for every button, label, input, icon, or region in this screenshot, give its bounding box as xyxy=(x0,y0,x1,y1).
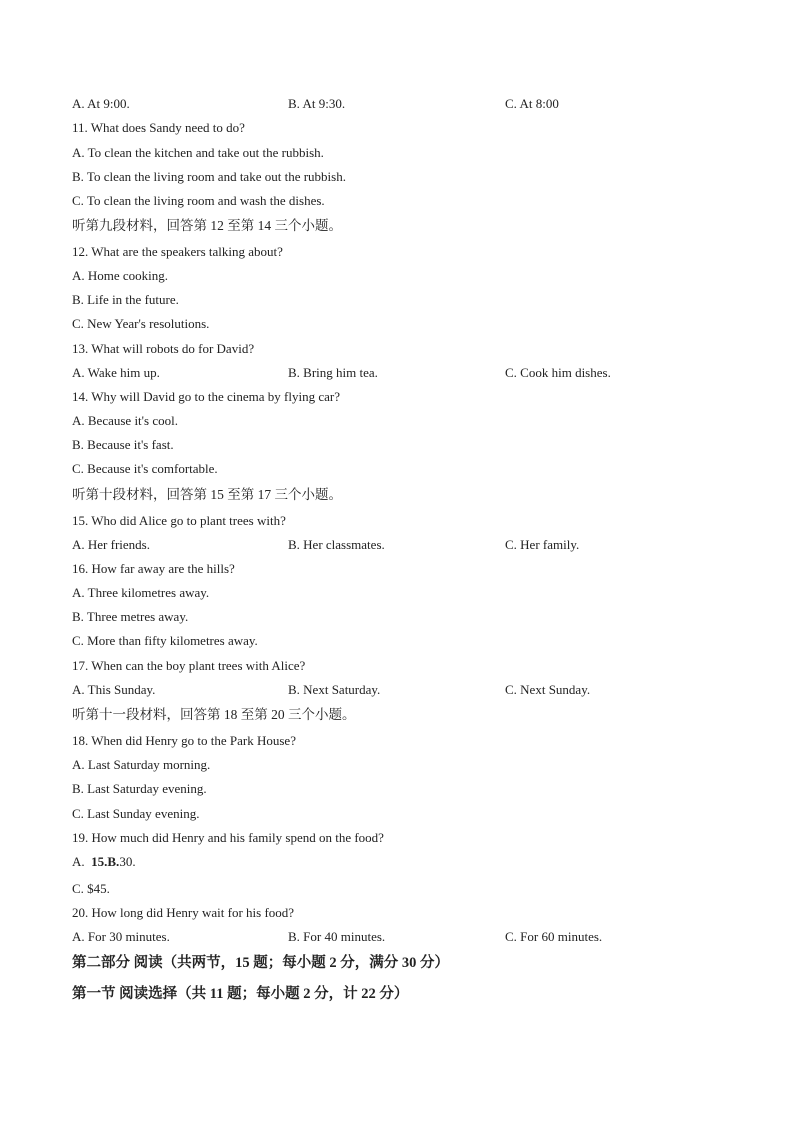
question-20: 20. How long did Henry wait for his food? xyxy=(72,905,295,920)
option-prefix: A. xyxy=(72,854,92,869)
question-12: 12. What are the speakers talking about? xyxy=(72,244,283,259)
option-b: B. Next Saturday. xyxy=(288,682,381,697)
option-b: B. Her classmates. xyxy=(288,537,385,552)
option-b-q11: B. To clean the living room and take out the rubbish. xyxy=(72,169,346,184)
listening-section-11-instruction: 听第十一段材料，回答第 18 至第 20 三个小题。 xyxy=(72,707,356,722)
option-c: C. At 8:00 xyxy=(505,96,559,111)
listening-section-9-instruction: 听第九段材料，回答第 12 至第 14 三个小题。 xyxy=(72,218,342,233)
listening-section-10-instruction: 听第十段材料，回答第 15 至第 17 三个小题。 xyxy=(72,487,342,502)
option-a-q16: A. Three kilometres away. xyxy=(72,585,210,600)
option-c: C. Her family. xyxy=(505,537,580,552)
option-a-q18: A. Last Saturday morning. xyxy=(72,757,211,772)
option-c-q12: C. New Year's resolutions. xyxy=(72,316,210,331)
question-17: 17. When can the boy plant trees with Alice? xyxy=(72,658,306,673)
option-b-q16: B. Three metres away. xyxy=(72,609,189,624)
option-c-q14: C. Because it's comfortable. xyxy=(72,461,218,476)
question-13: 13. What will robots do for David? xyxy=(72,341,255,356)
option-a-q11: A. To clean the kitchen and take out the rubbish. xyxy=(72,145,324,160)
option-b-q18: B. Last Saturday evening. xyxy=(72,781,207,796)
part-two-heading: 第二部分 阅读（共两节，15 题；每小题 2 分，满分 30 分） xyxy=(72,955,449,971)
option-b-q14: B. Because it's fast. xyxy=(72,437,174,452)
question-18: 18. When did Henry go to the Park House? xyxy=(72,733,296,748)
option-b: B. At 9:30. xyxy=(288,96,346,111)
option-a-q12: A. Home cooking. xyxy=(72,268,169,283)
option-c-q11: C. To clean the living room and wash the dishes. xyxy=(72,193,325,208)
section-one-heading: 第一节 阅读选择（共 11 题；每小题 2 分，计 22 分） xyxy=(72,986,409,1002)
option-c-q18: C. Last Sunday evening. xyxy=(72,806,200,821)
option-a-q14: A. Because it's cool. xyxy=(72,413,178,428)
option-c-q19: C. $45. xyxy=(72,881,110,896)
option-c-q16: C. More than fifty kilometres away. xyxy=(72,633,258,648)
bold-fragment: 15.B. xyxy=(91,854,120,869)
option-suffix: 30. xyxy=(119,854,136,869)
option-b-q12: B. Life in the future. xyxy=(72,292,179,307)
question-16: 16. How far away are the hills? xyxy=(72,561,235,576)
option-b: B. For 40 minutes. xyxy=(288,929,386,944)
question-14: 14. Why will David go to the cinema by flying car? xyxy=(72,389,340,404)
option-a-b-q19 xyxy=(72,854,136,870)
option-c: C. Cook him dishes. xyxy=(505,365,611,380)
question-15: 15. Who did Alice go to plant trees with? xyxy=(72,513,286,528)
question-11: 11. What does Sandy need to do? xyxy=(72,120,245,135)
option-a: A. Her friends. xyxy=(72,537,150,552)
option-a: A. For 30 minutes. xyxy=(72,929,170,944)
option-b: B. Bring him tea. xyxy=(288,365,378,380)
option-c: C. For 60 minutes. xyxy=(505,929,603,944)
option-c: C. Next Sunday. xyxy=(505,682,591,697)
option-a: A. This Sunday. xyxy=(72,682,156,697)
option-a: A. At 9:00. xyxy=(72,96,130,111)
question-19: 19. How much did Henry and his family spend on the food? xyxy=(72,830,384,845)
option-a: A. Wake him up. xyxy=(72,365,160,380)
